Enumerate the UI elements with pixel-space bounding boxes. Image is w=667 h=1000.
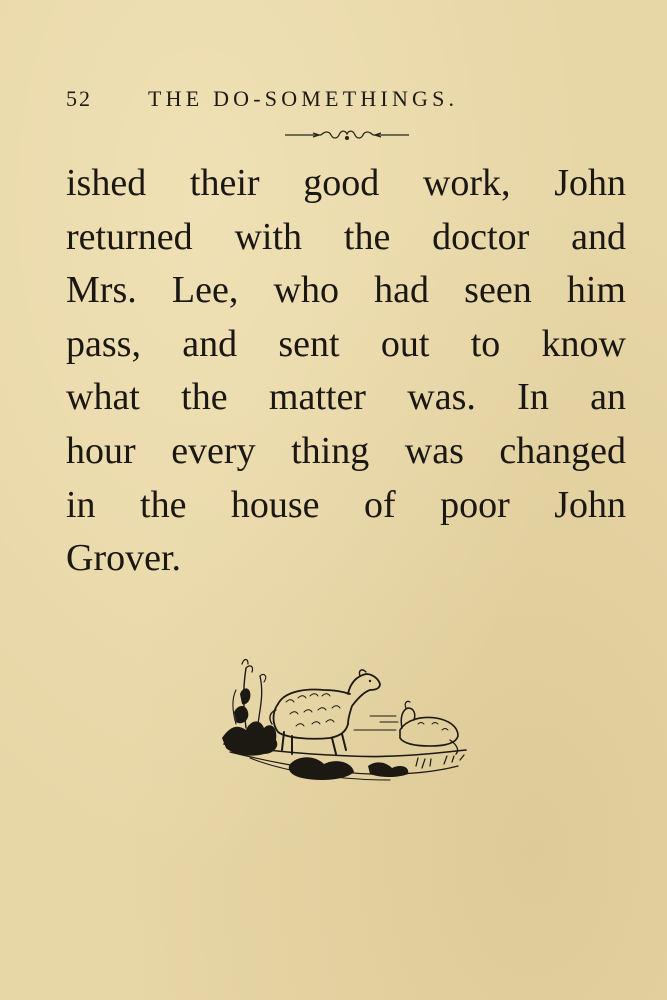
text-line: Mrs. Lee, who had seen him (66, 269, 626, 312)
body-paragraph (66, 157, 626, 586)
running-head (66, 86, 546, 118)
text-line: in the house of poor John (66, 483, 626, 526)
text-line: returned with the doctor and (66, 215, 626, 258)
text-line: pass, and sent out to know (66, 322, 626, 365)
text-line: hour every thing was changed (66, 429, 626, 472)
running-title: THE DO-SOMETHINGS. (148, 86, 459, 111)
page-number: 52 (66, 86, 92, 111)
sheep-and-lamb-woodcut-icon (220, 654, 470, 789)
text-line: ished their good work, John (66, 162, 626, 204)
ornamental-rule-icon (283, 129, 411, 141)
text-line: Grover. (66, 537, 182, 580)
text-line: what the matter was. In an (66, 376, 626, 419)
